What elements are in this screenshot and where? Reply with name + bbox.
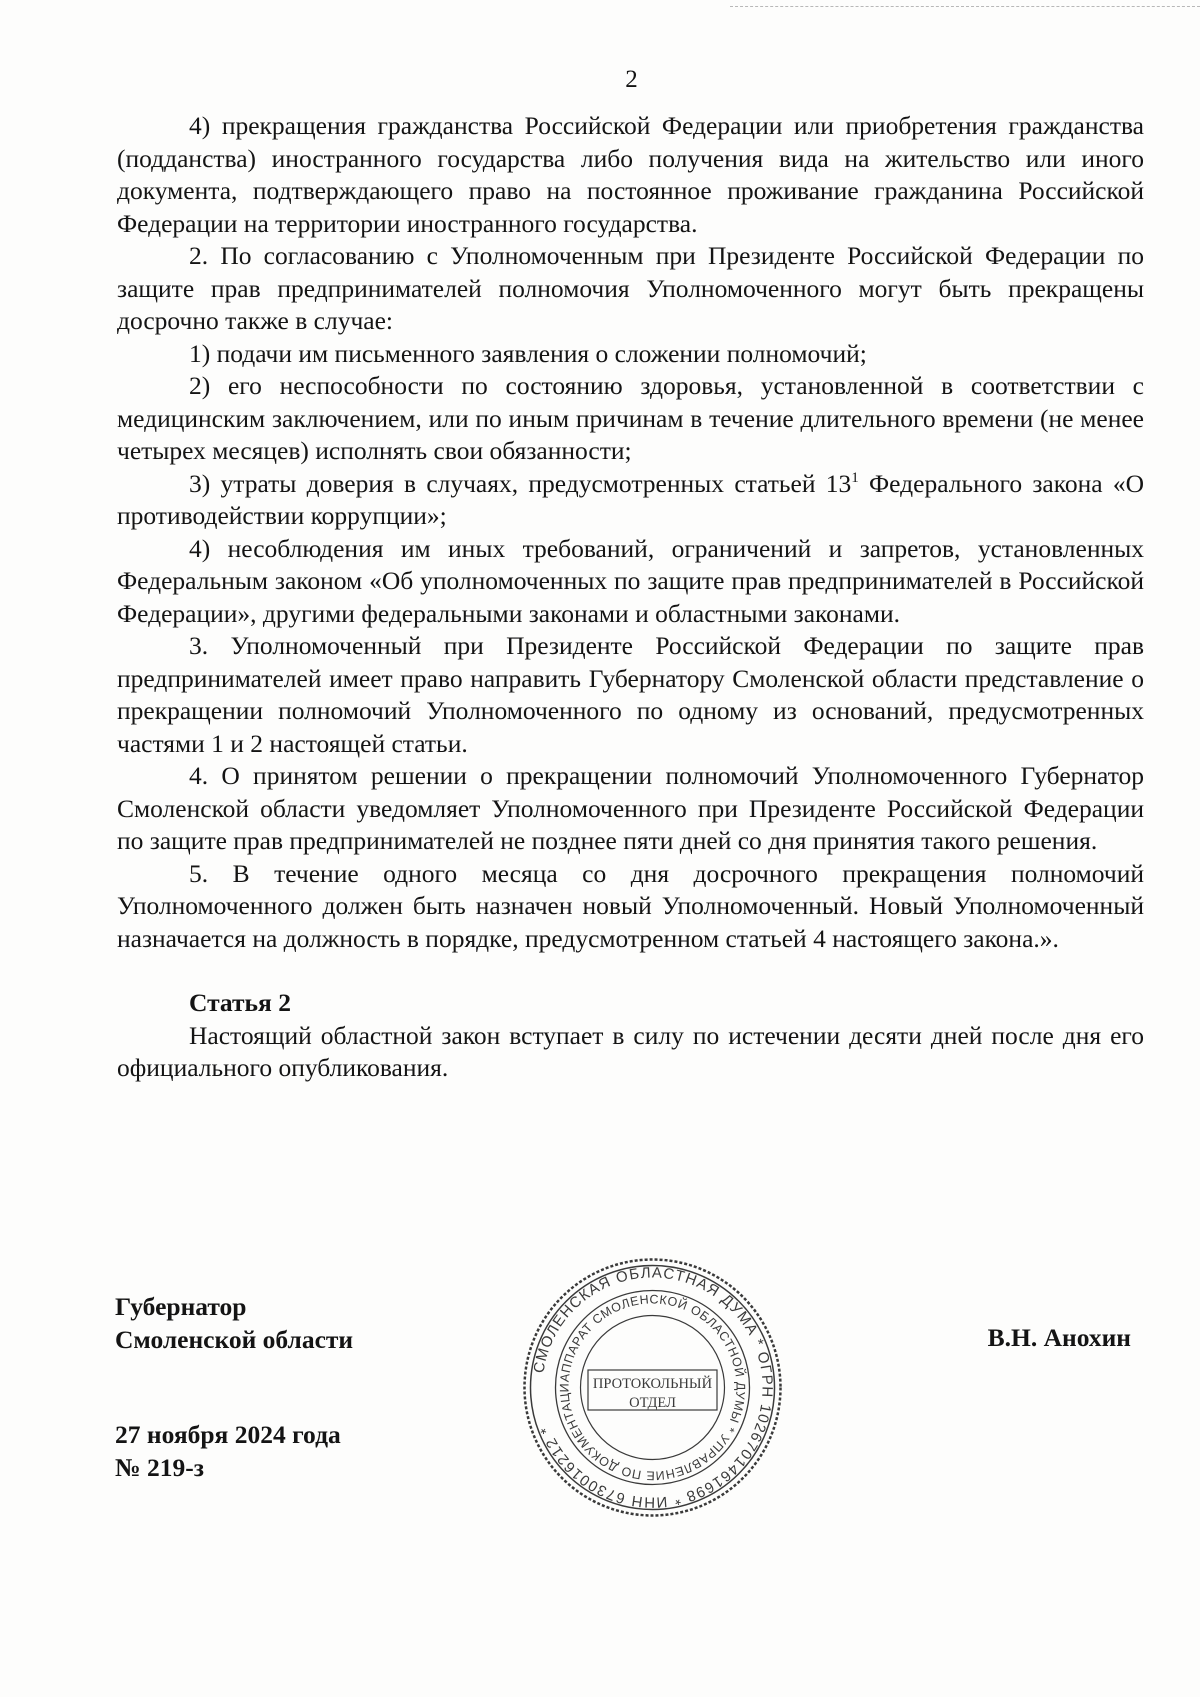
signatory-name: В.Н. Анохин bbox=[987, 1323, 1131, 1352]
stamp-graphic bbox=[520, 1255, 785, 1520]
document-body bbox=[117, 110, 1144, 1085]
paragraph-3: 3. Уполномоченный при Президенте Российской Федерации по защите прав предпринимателей имеет право направить Губернатору Смоленской области представление о прекращении полномочий Уполномоченного по одному из оснований, предусмотренных частями 1 и 2 настоящей статьи. bbox=[117, 631, 1144, 758]
stamp-outer-text: СМОЛЕНСКАЯ ОБЛАСТНАЯ ДУМА * ОГРН 1026701461698 * ИНН 6730016212 * bbox=[530, 1264, 776, 1511]
paragraph-2-4: 4) несоблюдения им иных требований, ограничений и запретов, установленных Федеральным законом «Об уполномоченных по защите прав предпринимателей в Российской Федерации», другими федеральными законами и областными законами. bbox=[117, 533, 1144, 628]
law-number: № 219-з bbox=[115, 1453, 204, 1482]
stamp-center-line2: ОТДЕЛ bbox=[629, 1395, 676, 1411]
article-2-heading: Статья 2 bbox=[189, 988, 291, 1017]
superscript: 1 bbox=[851, 469, 859, 486]
signatory-title-line1: Губернатор bbox=[115, 1292, 247, 1321]
law-date-number bbox=[115, 1418, 341, 1484]
paragraph-2-2: 2) его неспособности по состоянию здоровья, установленной в соответствии с медицинским заключением, или по иным причинам в течение длительного времени (не менее четырех месяцев) исполнять свои обязанности; bbox=[117, 371, 1144, 465]
paragraph-2-3-text-end: Федерального закона «О противодействии коррупции»; bbox=[117, 468, 1144, 530]
paragraph-2: 2. По согласованию с Уполномоченным при Президенте Российской Федерации по защите прав предпринимателей полномочия Уполномоченного могут быть прекращены досрочно также в случае: bbox=[117, 241, 1144, 335]
law-date: 27 ноября 2024 года bbox=[115, 1420, 341, 1449]
paragraph-2-3-text: 3) утраты доверия в случаях, предусмотренных статьей 13 bbox=[189, 468, 852, 498]
paragraph-4: 4. О принятом решении о прекращении полномочий Уполномоченного Губернатор Смоленской области уведомляет Уполномоченного при Президенте Российской Федерации по защите прав предпринимателей не позднее пяти дней со дня принятия такого решения. bbox=[117, 761, 1144, 855]
paragraph-5: 5. В течение одного месяца со дня досрочного прекращения полномочий Уполномоченного должен быть назначен новый Уполномоченный. Новый Уполномоченный назначается на должность в порядке, предусмотренном статьей 4 настоящего закона.». bbox=[117, 858, 1144, 953]
article-2-text: Настоящий областной закон вступает в силу по истечении десяти дней после дня его официального опубликования. bbox=[117, 1020, 1144, 1082]
signatory-title-line2: Смоленской области bbox=[115, 1325, 354, 1354]
paragraph-2-3 bbox=[117, 468, 1144, 533]
official-stamp bbox=[520, 1255, 785, 1520]
page-number: 2 bbox=[625, 66, 638, 93]
paragraph-1-4: 4) прекращения гражданства Российской Федерации или приобретения гражданства (подданства) иностранного государства либо получения вида на жительство или иного документа, подтверждающего право на постоянное проживание гражданина Российской Федерации на территории иностранного государства. bbox=[117, 111, 1144, 238]
stamp-center-line1: ПРОТОКОЛЬНЫЙ bbox=[592, 1376, 713, 1392]
stamp-inner-text: АППАРАТ СМОЛЕНСКОЙ ОБЛАСТНОЙ ДУМЫ * УПРАВЛЕНИЕ ПО ДОКУМЕНТАЦИ bbox=[557, 1292, 748, 1483]
scan-edge-line bbox=[730, 6, 1200, 7]
signatory-title bbox=[115, 1290, 353, 1356]
paragraph-2-1: 1) подачи им письменного заявления о сложении полномочий; bbox=[189, 338, 867, 368]
